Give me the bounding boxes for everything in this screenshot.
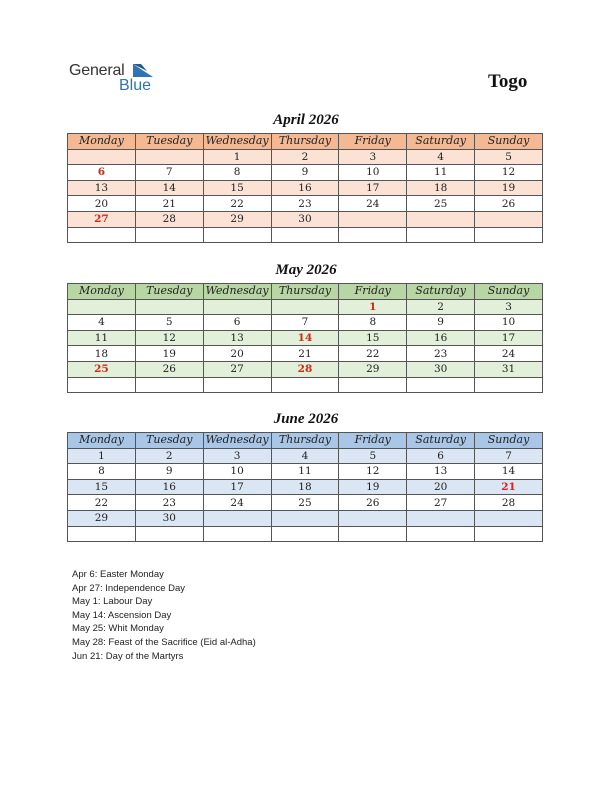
weekday-header: Tuesday <box>135 134 203 150</box>
day-cell: 13 <box>407 464 475 480</box>
calendar-june <box>67 432 543 542</box>
day-cell: 28 <box>475 495 543 511</box>
day-cell: 20 <box>203 346 271 362</box>
day-cell <box>475 227 543 243</box>
day-cell: 7 <box>135 165 203 181</box>
day-cell <box>271 510 339 526</box>
calendar-body <box>68 448 543 542</box>
weekday-header: Tuesday <box>135 284 203 300</box>
week-row <box>68 165 543 181</box>
week-row <box>68 361 543 377</box>
day-cell: 11 <box>407 165 475 181</box>
day-cell: 8 <box>203 165 271 181</box>
day-cell: 9 <box>271 165 339 181</box>
week-row <box>68 526 543 542</box>
weekday-header: Thursday <box>271 134 339 150</box>
day-cell: 3 <box>203 448 271 464</box>
logo-text-general: General <box>69 62 125 79</box>
day-cell: 6 <box>203 315 271 331</box>
weekday-header: Wednesday <box>203 433 271 449</box>
day-cell <box>135 377 203 393</box>
day-cell <box>68 526 136 542</box>
day-cell: 21 <box>475 479 543 495</box>
week-row <box>68 315 543 331</box>
day-cell <box>135 227 203 243</box>
month-title-june: June 2026 <box>273 411 339 427</box>
day-cell <box>339 227 407 243</box>
day-cell: 22 <box>339 346 407 362</box>
day-cell: 30 <box>271 211 339 227</box>
day-cell: 1 <box>68 448 136 464</box>
weekday-header: Sunday <box>475 134 543 150</box>
day-cell: 9 <box>407 315 475 331</box>
day-cell: 10 <box>339 165 407 181</box>
weekday-header-row <box>68 284 543 300</box>
holiday-item: May 14: Ascension Day <box>72 609 172 621</box>
day-cell: 27 <box>68 211 136 227</box>
day-cell: 11 <box>271 464 339 480</box>
day-cell <box>339 510 407 526</box>
day-cell: 15 <box>203 180 271 196</box>
week-row <box>68 448 543 464</box>
week-row <box>68 211 543 227</box>
day-cell: 30 <box>407 361 475 377</box>
day-cell: 29 <box>68 510 136 526</box>
day-cell: 4 <box>407 149 475 165</box>
holiday-item: Apr 27: Independence Day <box>72 582 186 594</box>
day-cell: 6 <box>68 165 136 181</box>
day-cell: 16 <box>407 330 475 346</box>
day-cell: 5 <box>339 448 407 464</box>
day-cell: 5 <box>475 149 543 165</box>
day-cell: 25 <box>68 361 136 377</box>
day-cell <box>339 526 407 542</box>
weekday-header: Saturday <box>407 134 475 150</box>
day-cell: 31 <box>475 361 543 377</box>
day-cell <box>475 211 543 227</box>
day-cell: 16 <box>135 479 203 495</box>
day-cell <box>203 510 271 526</box>
day-cell: 16 <box>271 180 339 196</box>
day-cell <box>68 227 136 243</box>
day-cell <box>407 211 475 227</box>
day-cell <box>339 211 407 227</box>
weekday-header-row <box>68 134 543 150</box>
holiday-item: Apr 6: Easter Monday <box>72 569 164 580</box>
day-cell <box>407 377 475 393</box>
day-cell <box>135 299 203 315</box>
weekday-header: Sunday <box>475 433 543 449</box>
day-cell: 15 <box>339 330 407 346</box>
weekday-header: Friday <box>339 284 407 300</box>
day-cell: 20 <box>407 479 475 495</box>
day-cell: 10 <box>203 464 271 480</box>
month-title-april: April 2026 <box>273 112 339 128</box>
weekday-header: Saturday <box>407 284 475 300</box>
weekday-header: Thursday <box>271 433 339 449</box>
weekday-header: Monday <box>68 284 136 300</box>
holiday-item: Jun 21: Day of the Martyrs <box>72 650 184 662</box>
day-cell: 17 <box>339 180 407 196</box>
day-cell: 8 <box>68 464 136 480</box>
weekday-header: Thursday <box>271 284 339 300</box>
week-row <box>68 464 543 480</box>
day-cell: 7 <box>271 315 339 331</box>
day-cell: 12 <box>135 330 203 346</box>
day-cell: 23 <box>407 346 475 362</box>
day-cell <box>271 526 339 542</box>
logo-text-blue: Blue <box>119 77 152 94</box>
day-cell: 27 <box>203 361 271 377</box>
weekday-header: Tuesday <box>135 433 203 449</box>
week-row <box>68 330 543 346</box>
week-row <box>68 299 543 315</box>
brand-logo <box>69 62 159 96</box>
day-cell <box>475 510 543 526</box>
day-cell: 17 <box>475 330 543 346</box>
holiday-item: May 1: Labour Day <box>72 596 153 608</box>
day-cell: 11 <box>68 330 136 346</box>
day-cell <box>339 377 407 393</box>
day-cell: 2 <box>271 149 339 165</box>
week-row <box>68 227 543 243</box>
day-cell <box>203 227 271 243</box>
day-cell: 5 <box>135 315 203 331</box>
day-cell <box>271 299 339 315</box>
week-row <box>68 377 543 393</box>
day-cell: 6 <box>407 448 475 464</box>
day-cell: 18 <box>68 346 136 362</box>
day-cell <box>68 299 136 315</box>
day-cell: 27 <box>407 495 475 511</box>
day-cell <box>475 526 543 542</box>
day-cell: 25 <box>271 495 339 511</box>
day-cell: 21 <box>271 346 339 362</box>
day-cell: 24 <box>339 196 407 212</box>
day-cell: 2 <box>135 448 203 464</box>
day-cell <box>407 526 475 542</box>
day-cell: 18 <box>407 180 475 196</box>
day-cell: 29 <box>339 361 407 377</box>
day-cell <box>135 149 203 165</box>
day-cell: 21 <box>135 196 203 212</box>
day-cell: 2 <box>407 299 475 315</box>
day-cell: 19 <box>475 180 543 196</box>
day-cell: 23 <box>135 495 203 511</box>
day-cell: 7 <box>475 448 543 464</box>
day-cell: 4 <box>68 315 136 331</box>
day-cell: 12 <box>339 464 407 480</box>
day-cell: 23 <box>271 196 339 212</box>
day-cell: 24 <box>475 346 543 362</box>
day-cell: 14 <box>475 464 543 480</box>
day-cell <box>68 377 136 393</box>
month-title-may: May 2026 <box>275 262 337 278</box>
day-cell: 13 <box>203 330 271 346</box>
day-cell: 8 <box>339 315 407 331</box>
day-cell <box>203 299 271 315</box>
day-cell: 24 <box>203 495 271 511</box>
day-cell <box>407 227 475 243</box>
day-cell <box>271 227 339 243</box>
week-row <box>68 346 543 362</box>
day-cell: 13 <box>68 180 136 196</box>
week-row <box>68 510 543 526</box>
day-cell: 19 <box>135 346 203 362</box>
week-row <box>68 495 543 511</box>
weekday-header: Wednesday <box>203 134 271 150</box>
country-title: Togo <box>488 71 528 92</box>
day-cell: 14 <box>271 330 339 346</box>
day-cell <box>203 526 271 542</box>
weekday-header: Monday <box>68 433 136 449</box>
day-cell <box>271 377 339 393</box>
logo-flag-icon <box>133 63 155 79</box>
calendar-may <box>67 283 543 393</box>
day-cell <box>203 377 271 393</box>
weekday-header: Friday <box>339 134 407 150</box>
calendar-april <box>67 133 543 243</box>
day-cell: 25 <box>407 196 475 212</box>
calendar-body <box>68 299 543 393</box>
day-cell: 19 <box>339 479 407 495</box>
day-cell: 9 <box>135 464 203 480</box>
day-cell: 26 <box>135 361 203 377</box>
day-cell: 3 <box>475 299 543 315</box>
day-cell: 18 <box>271 479 339 495</box>
weekday-header-row <box>68 433 543 449</box>
week-row <box>68 479 543 495</box>
day-cell: 30 <box>135 510 203 526</box>
week-row <box>68 149 543 165</box>
day-cell: 29 <box>203 211 271 227</box>
day-cell: 26 <box>339 495 407 511</box>
day-cell: 3 <box>339 149 407 165</box>
day-cell: 15 <box>68 479 136 495</box>
day-cell: 17 <box>203 479 271 495</box>
day-cell: 28 <box>271 361 339 377</box>
week-row <box>68 196 543 212</box>
day-cell <box>407 510 475 526</box>
holiday-item: May 28: Feast of the Sacrifice (Eid al-Adha) <box>72 636 256 648</box>
weekday-header: Friday <box>339 433 407 449</box>
day-cell: 22 <box>203 196 271 212</box>
weekday-header: Wednesday <box>203 284 271 300</box>
calendar-body <box>68 149 543 243</box>
day-cell: 10 <box>475 315 543 331</box>
day-cell: 20 <box>68 196 136 212</box>
day-cell: 4 <box>271 448 339 464</box>
weekday-header: Saturday <box>407 433 475 449</box>
weekday-header: Sunday <box>475 284 543 300</box>
day-cell: 14 <box>135 180 203 196</box>
holiday-list <box>72 568 256 663</box>
day-cell: 28 <box>135 211 203 227</box>
day-cell: 1 <box>339 299 407 315</box>
holiday-item: May 25: Whit Monday <box>72 623 164 635</box>
week-row <box>68 180 543 196</box>
day-cell <box>135 526 203 542</box>
day-cell: 22 <box>68 495 136 511</box>
day-cell: 1 <box>203 149 271 165</box>
day-cell: 12 <box>475 165 543 181</box>
day-cell: 26 <box>475 196 543 212</box>
weekday-header: Monday <box>68 134 136 150</box>
day-cell <box>68 149 136 165</box>
day-cell <box>475 377 543 393</box>
